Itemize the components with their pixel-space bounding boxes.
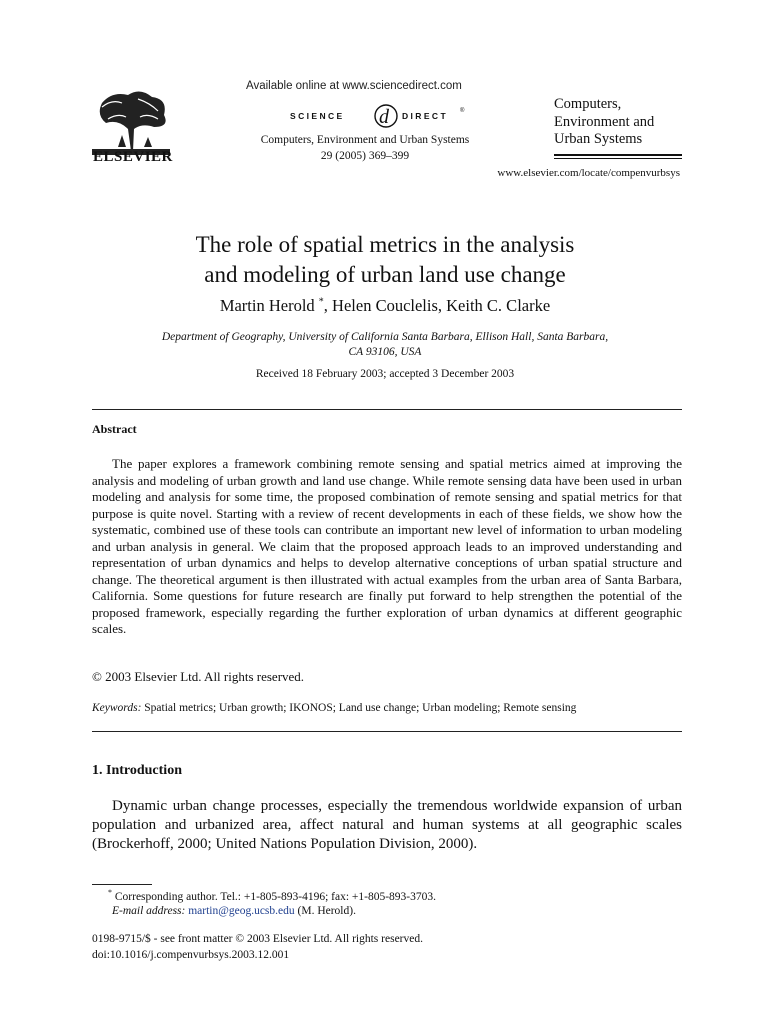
svg-text:SCIENCE: SCIENCE xyxy=(290,111,345,121)
footnote-rule xyxy=(92,884,152,885)
introduction-body xyxy=(92,797,682,854)
svg-text:®: ® xyxy=(460,108,465,114)
author-list xyxy=(90,296,680,316)
keywords-list: Spatial metrics; Urban growth; IKONOS; Land use change; Urban modeling; Remote sensing xyxy=(144,702,577,714)
footnote-mark: * xyxy=(108,888,112,897)
journal-box-line-2: Environment and xyxy=(554,113,655,130)
abstract-paragraph: The paper explores a framework combining remote sensing and spatial metrics aimed at improving the analysis and modeling of urban growth and land use change. While remote sensing data have been used in urban modeling and analysis for some time, the proposed combination of remote sensing and spatial metrics for that purpose is quite novel. Starting with a review of recent developments in each of these fields, we show how the systematic, combined use of these tools can contribute an important new level of information to urban modeling and urban analysis in general. We claim that the proposed approach leads to an improved understanding and representation of urban dynamics and helps to develop alternative conceptions of urban spatial structure and change. The theoretical argument is then illustrated with actual examples from the urban area of Santa Barbara, California. Some questions for future research are finally put forward to help strengthen the potential of the proposed framework, especially regarding the further exploration of urban dynamics at different geographic scales. xyxy=(92,456,682,636)
email-label: E-mail address: xyxy=(112,905,186,917)
footnote-email xyxy=(112,905,356,917)
doi-link[interactable]: doi:10.1016/j.compenvurbsys.2003.12.001 xyxy=(92,949,290,961)
title-line-1: The role of spatial metrics in the analysis xyxy=(195,232,575,257)
journal-url-link[interactable]: www.elsevier.com/locate/compenvurbsys xyxy=(497,167,680,179)
email-suffix: (M. Herold). xyxy=(297,905,356,917)
keywords-label: Keywords: xyxy=(92,702,142,714)
affiliation xyxy=(110,330,660,360)
journal-volume: 29 (2005) 369–399 xyxy=(320,150,410,162)
journal-box-rule xyxy=(554,154,682,156)
title-line-2: and modeling of urban land use change xyxy=(204,262,566,287)
journal-name: Computers, Environment and Urban Systems xyxy=(260,134,470,146)
available-online-text: Available online at www.sciencedirect.com xyxy=(246,80,462,92)
abstract-copyright: © 2003 Elsevier Ltd. All rights reserved. xyxy=(92,669,305,684)
introduction-paragraph: Dynamic urban change processes, especially the tremendous worldwide expansion of urban population and urbanized area, affect natural and human systems at all geographic scales (Brockerhoff, 2000; United Nations Population Division, 2000). xyxy=(92,798,682,852)
received-dates: Received 18 February 2003; accepted 3 December 2003 xyxy=(255,368,515,380)
svg-text:d: d xyxy=(379,106,389,128)
section-heading-introduction: 1. Introduction xyxy=(92,763,182,778)
abstract-body xyxy=(92,456,682,638)
author-1: Martin Herold xyxy=(219,296,315,315)
divider-bottom xyxy=(92,731,682,732)
affiliation-line-1: Department of Geography, University of California Santa Barbara, Ellison Hall, Santa Barbara, xyxy=(161,331,609,343)
article-title xyxy=(90,230,680,290)
journal-box-line-1: Computers, xyxy=(554,96,622,112)
keywords xyxy=(92,702,682,714)
svg-text:DIRECT: DIRECT xyxy=(402,111,449,121)
corresponding-mark-link[interactable]: * xyxy=(318,296,324,308)
footnote-corresponding xyxy=(108,888,436,903)
journal-citation xyxy=(200,132,530,164)
front-matter: 0198-9715/$ - see front matter © 2003 Elsevier Ltd. All rights reserved. xyxy=(92,933,423,945)
footnote-corresponding-text: Corresponding author. Tel.: +1-805-893-4196; fax: +1-805-893-3703. xyxy=(114,890,437,903)
publisher-name: ELSEVIER xyxy=(93,149,173,165)
email-link[interactable]: martin@geog.ucsb.edu xyxy=(188,905,295,917)
abstract-heading: Abstract xyxy=(92,422,137,436)
journal-box-rule-thin xyxy=(554,158,682,159)
affiliation-line-2: CA 93106, USA xyxy=(348,346,422,358)
journal-box xyxy=(554,96,682,159)
other-authors: , Helen Couclelis, Keith C. Clarke xyxy=(323,296,551,315)
sciencedirect-logo-icon xyxy=(286,102,486,130)
journal-box-line-3: Urban Systems xyxy=(554,131,643,147)
divider-top xyxy=(92,409,682,410)
